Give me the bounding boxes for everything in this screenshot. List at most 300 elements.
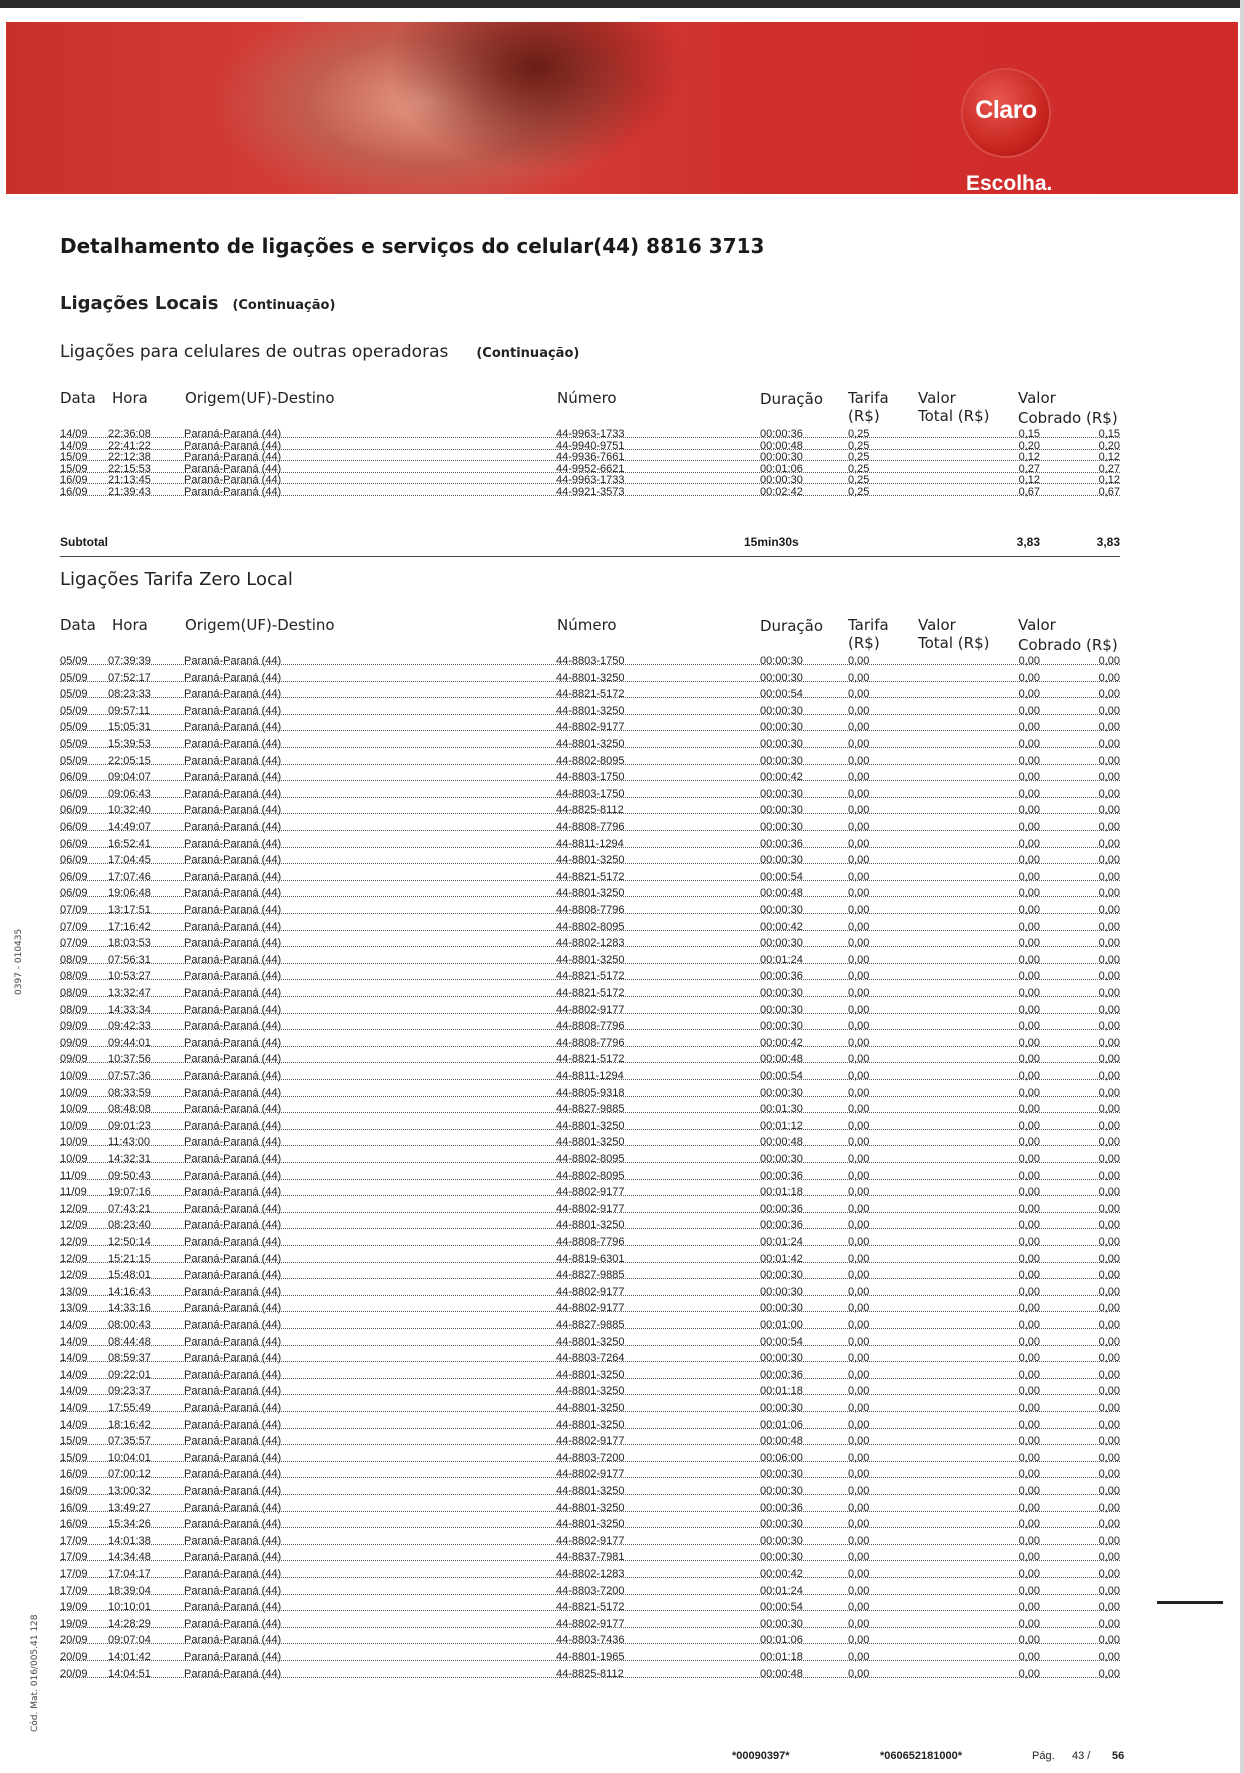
cell-duracao: 00:00:30 (760, 1402, 803, 1414)
cell-hora: 22:36:08 (108, 428, 151, 440)
cell-hora: 17:16:42 (108, 920, 151, 933)
footer-barcode-2: *060652181000* (880, 1750, 962, 1762)
cell-origem: Paraná-Paraná (44) (184, 1617, 282, 1630)
cell-origem: Paraná-Paraná (44) (184, 1319, 282, 1331)
table-row (60, 787, 1120, 801)
cell-data: 17/09 (60, 1584, 88, 1597)
cell-origem: Paraná-Paraná (44) (184, 1252, 282, 1265)
cell-origem: Paraná-Paraná (44) (184, 1020, 282, 1033)
table-row (60, 1501, 1120, 1515)
table-row (60, 1019, 1120, 1033)
cell-valor-total: 0,00 (1018, 1534, 1040, 1547)
cell-valor-total: 0,00 (1018, 970, 1040, 983)
cell-valor-total: 0,00 (1018, 1153, 1040, 1165)
cell-data: 05/09 (60, 721, 88, 734)
cell-tarifa: 0,00 (848, 1368, 870, 1381)
cell-valor-total: 0,00 (1018, 953, 1040, 966)
cell-valor-total: 0,00 (1018, 1551, 1040, 1564)
cell-duracao: 00:01:06 (760, 1418, 803, 1431)
table-row (60, 1119, 1120, 1133)
cell-duracao: 00:00:48 (760, 1667, 803, 1680)
cell-valor-total: 0,00 (1018, 1385, 1040, 1398)
cell-origem: Paraná-Paraná (44) (184, 1601, 282, 1614)
cell-valor-total: 0,00 (1018, 987, 1040, 999)
cell-origem: Paraná-Paraná (44) (184, 1302, 282, 1315)
cell-tarifa: 0,25 (848, 439, 870, 452)
cell-data: 06/09 (60, 804, 88, 817)
cell-numero: 44-8802-8095 (556, 1169, 625, 1182)
table-row (60, 1384, 1120, 1398)
cell-valor-cobrado: 0,00 (1098, 987, 1120, 999)
cell-numero: 44-8803-1750 (556, 655, 625, 667)
cell-hora: 14:34:48 (108, 1551, 151, 1564)
col-hora: Hora (112, 389, 148, 407)
cell-tarifa: 0,00 (848, 1568, 870, 1580)
cell-numero: 44-8803-7436 (556, 1634, 625, 1647)
cell-tarifa: 0,00 (848, 1617, 870, 1630)
cell-tarifa: 0,00 (848, 1020, 870, 1033)
cell-valor-total: 0,00 (1018, 1003, 1040, 1016)
cell-numero: 44-8808-7796 (556, 821, 625, 833)
cell-valor-total: 0,00 (1018, 887, 1040, 900)
logo-text: Claro (975, 96, 1037, 124)
cell-origem: Paraná-Paraná (44) (184, 1136, 282, 1149)
cell-valor-cobrado: 0,00 (1098, 1219, 1120, 1232)
cell-origem: Paraná-Paraná (44) (184, 1435, 282, 1448)
cell-origem: Paraná-Paraná (44) (184, 804, 282, 817)
cell-hora: 17:55:49 (108, 1402, 151, 1414)
cell-hora: 07:52:17 (108, 671, 151, 684)
cell-data: 08/09 (60, 953, 88, 966)
cell-valor-total: 0,00 (1018, 1252, 1040, 1265)
col-origem: Origem(UF)-Destino (185, 616, 335, 634)
subsection2-heading: Ligações Tarifa Zero Local (60, 569, 293, 590)
cell-valor-total: 0,12 (1018, 474, 1040, 487)
cell-valor-cobrado: 0,00 (1098, 1568, 1120, 1580)
cell-valor-total: 0,00 (1018, 1468, 1040, 1481)
cell-tarifa: 0,00 (848, 987, 870, 999)
cell-hora: 07:56:31 (108, 953, 151, 966)
table-row (60, 1418, 1120, 1432)
cell-data: 14/09 (60, 1319, 88, 1331)
banner-photo-shadow (386, 22, 686, 172)
cell-valor-total: 0,27 (1018, 462, 1040, 475)
table-row (60, 986, 1120, 1000)
cell-origem: Paraná-Paraná (44) (184, 451, 282, 464)
cell-duracao: 00:00:30 (760, 804, 803, 817)
cell-data: 14/09 (60, 1352, 88, 1365)
cell-tarifa: 0,00 (848, 1153, 870, 1165)
table-row (60, 936, 1120, 950)
table-row (60, 1086, 1120, 1100)
cell-hora: 09:50:43 (108, 1169, 151, 1182)
cell-hora: 18:16:42 (108, 1418, 151, 1431)
cell-numero: 44-8802-9177 (556, 1302, 625, 1315)
cell-data: 05/09 (60, 688, 88, 701)
cell-valor-total: 0,00 (1018, 1634, 1040, 1647)
cell-origem: Paraná-Paraná (44) (184, 754, 282, 767)
cell-valor-total: 0,00 (1018, 1485, 1040, 1497)
cell-data: 10/09 (60, 1070, 88, 1082)
cell-hora: 21:39:43 (108, 486, 151, 498)
cell-duracao: 00:00:30 (760, 1302, 803, 1315)
table-row (60, 837, 1120, 851)
cell-origem: Paraná-Paraná (44) (184, 854, 282, 867)
cell-duracao: 00:00:48 (760, 1136, 803, 1149)
cell-valor-total: 0,00 (1018, 1451, 1040, 1464)
cell-origem: Paraná-Paraná (44) (184, 1086, 282, 1099)
cell-origem: Paraná-Paraná (44) (184, 1518, 282, 1531)
cell-numero: 44-8803-7264 (556, 1352, 625, 1365)
cell-origem: Paraná-Paraná (44) (184, 1651, 282, 1663)
cell-origem: Paraná-Paraná (44) (184, 474, 282, 487)
col-valor-total: Valor (918, 389, 956, 407)
table-row (60, 1650, 1120, 1664)
table-row (60, 720, 1120, 734)
cell-valor-cobrado: 0,00 (1098, 754, 1120, 767)
cell-duracao: 00:00:48 (760, 439, 803, 452)
cell-valor-cobrado: 0,00 (1098, 771, 1120, 784)
col-tarifa: Tarifa (848, 389, 889, 407)
table-row (60, 969, 1120, 983)
cell-numero: 44-8827-9885 (556, 1319, 625, 1331)
table-row (60, 803, 1120, 817)
cell-numero: 44-9963-1733 (556, 474, 625, 487)
cell-origem: Paraná-Paraná (44) (184, 1119, 282, 1132)
cell-data: 13/09 (60, 1302, 88, 1315)
cell-hora: 09:23:37 (108, 1385, 151, 1398)
table-row (60, 1268, 1120, 1282)
cell-numero: 44-9940-9751 (556, 439, 625, 452)
cell-valor-cobrado: 0,00 (1098, 1136, 1120, 1149)
cell-valor-total: 0,67 (1018, 486, 1040, 498)
table-row (60, 1235, 1120, 1249)
cell-valor-total: 0,00 (1018, 1368, 1040, 1381)
cell-valor-cobrado: 0,00 (1098, 1468, 1120, 1481)
col-tarifa: Tarifa (848, 616, 889, 634)
cell-data: 19/09 (60, 1617, 88, 1630)
table-row (60, 1318, 1120, 1332)
cell-valor-cobrado: 0,00 (1098, 937, 1120, 950)
table-row (60, 1069, 1120, 1083)
cell-valor-cobrado: 0,00 (1098, 1036, 1120, 1049)
cell-origem: Paraná-Paraná (44) (184, 462, 282, 475)
cell-hora: 22:41:22 (108, 439, 151, 452)
cell-numero: 44-8819-6301 (556, 1252, 625, 1265)
cell-numero: 44-8802-9177 (556, 1202, 625, 1215)
cell-data: 14/09 (60, 1418, 88, 1431)
cell-valor-cobrado: 0,00 (1098, 904, 1120, 916)
cell-origem: Paraná-Paraná (44) (184, 1036, 282, 1049)
cell-numero: 44-8802-1283 (556, 937, 625, 950)
cell-valor-total: 0,00 (1018, 655, 1040, 667)
cell-tarifa: 0,00 (848, 754, 870, 767)
cell-valor-cobrado: 0,00 (1098, 1451, 1120, 1464)
cell-duracao: 00:06:00 (760, 1451, 803, 1464)
cell-valor-total: 0,00 (1018, 804, 1040, 817)
col-numero: Número (557, 616, 617, 634)
cell-valor-cobrado: 0,27 (1098, 462, 1120, 475)
cell-data: 09/09 (60, 1036, 88, 1049)
cell-numero: 44-8808-7796 (556, 1236, 625, 1248)
cell-duracao: 00:00:30 (760, 1485, 803, 1497)
cell-origem: Paraná-Paraná (44) (184, 1584, 282, 1597)
cell-tarifa: 0,00 (848, 1518, 870, 1531)
cell-duracao: 00:00:30 (760, 1551, 803, 1564)
cell-valor-cobrado: 0,00 (1098, 953, 1120, 966)
cell-data: 14/09 (60, 428, 88, 440)
col-valor-cobrado: Valor (1018, 389, 1056, 407)
cell-duracao: 00:00:30 (760, 721, 803, 734)
cell-numero: 44-8821-5172 (556, 1053, 625, 1066)
table-row (60, 1135, 1120, 1149)
cell-valor-cobrado: 0,00 (1098, 1285, 1120, 1298)
cell-numero: 44-8801-3250 (556, 1119, 625, 1132)
cell-origem: Paraná-Paraná (44) (184, 428, 282, 440)
cell-duracao: 00:01:24 (760, 953, 803, 966)
cell-tarifa: 0,00 (848, 854, 870, 867)
cell-hora: 12:50:14 (108, 1236, 151, 1248)
cell-valor-cobrado: 0,00 (1098, 1352, 1120, 1365)
cell-hora: 21:13:45 (108, 474, 151, 487)
cell-numero: 44-8802-9177 (556, 1285, 625, 1298)
cell-valor-cobrado: 0,00 (1098, 1302, 1120, 1315)
cell-data: 05/09 (60, 754, 88, 767)
cell-numero: 44-8801-3250 (556, 1219, 625, 1232)
cell-numero: 44-8801-3250 (556, 1418, 625, 1431)
cell-data: 10/09 (60, 1136, 88, 1149)
cell-numero: 44-8803-1750 (556, 787, 625, 800)
table-row (60, 737, 1120, 751)
cell-valor-total: 0,00 (1018, 1236, 1040, 1248)
cell-tarifa: 0,00 (848, 804, 870, 817)
table-row (60, 1218, 1120, 1232)
cell-origem: Paraná-Paraná (44) (184, 870, 282, 883)
cell-numero: 44-8825-8112 (556, 804, 624, 817)
cell-tarifa: 0,00 (848, 1319, 870, 1331)
cell-numero: 44-8801-3250 (556, 704, 625, 717)
cell-valor-cobrado: 0,00 (1098, 1368, 1120, 1381)
cell-numero: 44-8802-9177 (556, 1186, 625, 1199)
table-row (60, 1169, 1120, 1183)
cell-hora: 15:48:01 (108, 1269, 151, 1282)
table-row (60, 1401, 1120, 1415)
cell-numero: 44-8811-1294 (556, 837, 624, 850)
cell-origem: Paraná-Paraná (44) (184, 1003, 282, 1016)
cell-origem: Paraná-Paraná (44) (184, 439, 282, 452)
cell-data: 10/09 (60, 1086, 88, 1099)
cell-valor-total: 0,12 (1018, 451, 1040, 464)
cell-tarifa: 0,00 (848, 887, 870, 900)
cell-duracao: 00:00:54 (760, 1601, 803, 1614)
cell-tarifa: 0,00 (848, 771, 870, 784)
table-row (60, 1003, 1120, 1017)
cell-numero: 44-8821-5172 (556, 970, 625, 983)
cell-data: 15/09 (60, 462, 88, 475)
cell-hora: 08:48:08 (108, 1103, 151, 1116)
cell-duracao: 00:01:24 (760, 1236, 803, 1248)
cell-hora: 14:28:29 (108, 1617, 151, 1630)
cell-origem: Paraná-Paraná (44) (184, 904, 282, 916)
cell-tarifa: 0,00 (848, 837, 870, 850)
cell-data: 07/09 (60, 937, 88, 950)
cell-tarifa: 0,00 (848, 1385, 870, 1398)
table-row (60, 1185, 1120, 1199)
cell-duracao: 00:00:54 (760, 1070, 803, 1082)
cell-duracao: 00:01:30 (760, 1103, 803, 1116)
cell-valor-total: 0,00 (1018, 1086, 1040, 1099)
cell-data: 06/09 (60, 821, 88, 833)
cell-valor-cobrado: 0,00 (1098, 1003, 1120, 1016)
footer-page: 43 / (1072, 1750, 1091, 1762)
cell-tarifa: 0,00 (848, 1086, 870, 1099)
cell-tarifa: 0,00 (848, 721, 870, 734)
cell-data: 17/09 (60, 1551, 88, 1564)
cell-tarifa: 0,00 (848, 1269, 870, 1282)
cell-duracao: 00:00:30 (760, 671, 803, 684)
table-row (60, 1301, 1120, 1315)
cell-numero: 44-8801-3250 (556, 1501, 625, 1514)
cell-origem: Paraná-Paraná (44) (184, 970, 282, 983)
cell-hora: 13:49:27 (108, 1501, 151, 1514)
table1-subtotal (60, 535, 1120, 551)
cell-valor-total: 0,00 (1018, 1070, 1040, 1082)
table-row (60, 1534, 1120, 1548)
subtotal-total: 3,83 (1016, 535, 1040, 549)
cell-tarifa: 0,00 (848, 1236, 870, 1248)
cell-numero: 44-8837-7981 (556, 1551, 625, 1564)
cell-numero: 44-8802-8095 (556, 754, 625, 767)
cell-valor-total: 0,00 (1018, 920, 1040, 933)
cell-duracao: 00:00:36 (760, 428, 803, 440)
cell-numero: 44-8801-3250 (556, 1335, 625, 1348)
cell-origem: Paraná-Paraná (44) (184, 1551, 282, 1564)
col-duracao: Duração (760, 617, 824, 635)
cell-tarifa: 0,00 (848, 1070, 870, 1082)
cell-numero: 44-8801-3250 (556, 1518, 625, 1531)
cell-duracao: 00:00:30 (760, 1468, 803, 1481)
cell-hora: 09:44:01 (108, 1036, 151, 1049)
cell-valor-cobrado: 0,00 (1098, 1601, 1120, 1614)
col-valor-cobrado: Valor (1018, 616, 1056, 634)
cell-origem: Paraná-Paraná (44) (184, 1451, 282, 1464)
cell-tarifa: 0,00 (848, 1053, 870, 1066)
col-valor-total-2: Total (R$) (918, 634, 990, 652)
cell-tarifa: 0,00 (848, 1285, 870, 1298)
cell-data: 16/09 (60, 1501, 88, 1514)
cell-data: 06/09 (60, 887, 88, 900)
table-row (60, 903, 1120, 917)
table-row (60, 704, 1120, 718)
cell-valor-cobrado: 0,00 (1098, 1402, 1120, 1414)
table-row (60, 1617, 1120, 1631)
cell-numero: 44-8803-7200 (556, 1451, 625, 1464)
table-row (60, 687, 1120, 701)
cell-tarifa: 0,00 (848, 1036, 870, 1049)
cell-valor-total: 0,00 (1018, 1036, 1040, 1049)
cell-hora: 13:17:51 (108, 904, 151, 916)
cell-valor-cobrado: 0,00 (1098, 1667, 1120, 1680)
cell-numero: 44-8808-7796 (556, 1020, 625, 1033)
cell-origem: Paraná-Paraná (44) (184, 1418, 282, 1431)
cell-origem: Paraná-Paraná (44) (184, 1468, 282, 1481)
cell-numero: 44-8801-3250 (556, 1402, 625, 1414)
table-row (60, 1285, 1120, 1299)
table-row (60, 485, 1120, 499)
cell-numero: 44-8802-8095 (556, 1153, 625, 1165)
footer-barcode-1: *00090397* (732, 1750, 790, 1762)
cell-valor-cobrado: 0,00 (1098, 1119, 1120, 1132)
cell-data: 14/09 (60, 1385, 88, 1398)
cell-hora: 13:00:32 (108, 1485, 151, 1497)
cell-hora: 08:59:37 (108, 1352, 151, 1365)
cell-duracao: 00:00:30 (760, 738, 803, 750)
cell-hora: 07:57:36 (108, 1070, 151, 1082)
subsection1-label: Ligações para celulares de outras operadoras (60, 342, 449, 362)
cell-valor-cobrado: 0,00 (1098, 1418, 1120, 1431)
cell-valor-cobrado: 0,00 (1098, 821, 1120, 833)
cell-data: 16/09 (60, 1468, 88, 1481)
col-tarifa-unit: (R$) (848, 634, 880, 652)
cell-hora: 14:01:42 (108, 1651, 151, 1663)
table-row (60, 1152, 1120, 1166)
cell-duracao: 00:00:30 (760, 787, 803, 800)
cell-duracao: 00:00:48 (760, 1435, 803, 1448)
cell-valor-cobrado: 0,00 (1098, 870, 1120, 883)
cell-numero: 44-8821-5172 (556, 870, 625, 883)
table-row (60, 920, 1120, 934)
cell-valor-cobrado: 0,00 (1098, 1269, 1120, 1282)
section-label: Ligações Locais (60, 293, 219, 314)
cell-duracao: 00:00:42 (760, 1568, 803, 1580)
cell-duracao: 00:00:36 (760, 1368, 803, 1381)
col-valor-total-2: Total (R$) (918, 407, 990, 425)
cell-hora: 10:10:01 (108, 1601, 151, 1614)
cell-origem: Paraná-Paraná (44) (184, 1103, 282, 1116)
col-valor-cobrado-2: Cobrado (R$) (1018, 409, 1118, 427)
cell-valor-total: 0,00 (1018, 1219, 1040, 1232)
col-data: Data (60, 389, 96, 407)
cell-data: 06/09 (60, 837, 88, 850)
cell-valor-cobrado: 0,00 (1098, 1501, 1120, 1514)
cell-duracao: 00:00:30 (760, 1269, 803, 1282)
cell-numero: 44-8801-3250 (556, 953, 625, 966)
cell-data: 08/09 (60, 1003, 88, 1016)
cell-duracao: 00:01:24 (760, 1584, 803, 1597)
header-banner (6, 22, 1238, 194)
cell-numero: 44-8802-9177 (556, 1468, 625, 1481)
cell-valor-cobrado: 0,00 (1098, 1103, 1120, 1116)
cell-valor-cobrado: 0,00 (1098, 1319, 1120, 1331)
cell-valor-total: 0,00 (1018, 1103, 1040, 1116)
cell-valor-cobrado: 0,00 (1098, 1153, 1120, 1165)
cell-numero: 44-9921-3573 (556, 486, 625, 498)
cell-tarifa: 0,00 (848, 1402, 870, 1414)
cell-valor-total: 0,00 (1018, 688, 1040, 701)
cell-numero: 44-8821-5172 (556, 1601, 625, 1614)
cell-duracao: 00:00:30 (760, 854, 803, 867)
cell-hora: 14:01:38 (108, 1534, 151, 1547)
cell-hora: 07:39:39 (108, 655, 151, 667)
cell-tarifa: 0,00 (848, 1534, 870, 1547)
cell-duracao: 00:00:54 (760, 688, 803, 701)
table-row (60, 654, 1120, 668)
cell-tarifa: 0,00 (848, 1584, 870, 1597)
cell-data: 07/09 (60, 920, 88, 933)
cell-valor-total: 0,00 (1018, 1435, 1040, 1448)
cell-valor-cobrado: 0,00 (1098, 1634, 1120, 1647)
cell-duracao: 00:00:30 (760, 1003, 803, 1016)
